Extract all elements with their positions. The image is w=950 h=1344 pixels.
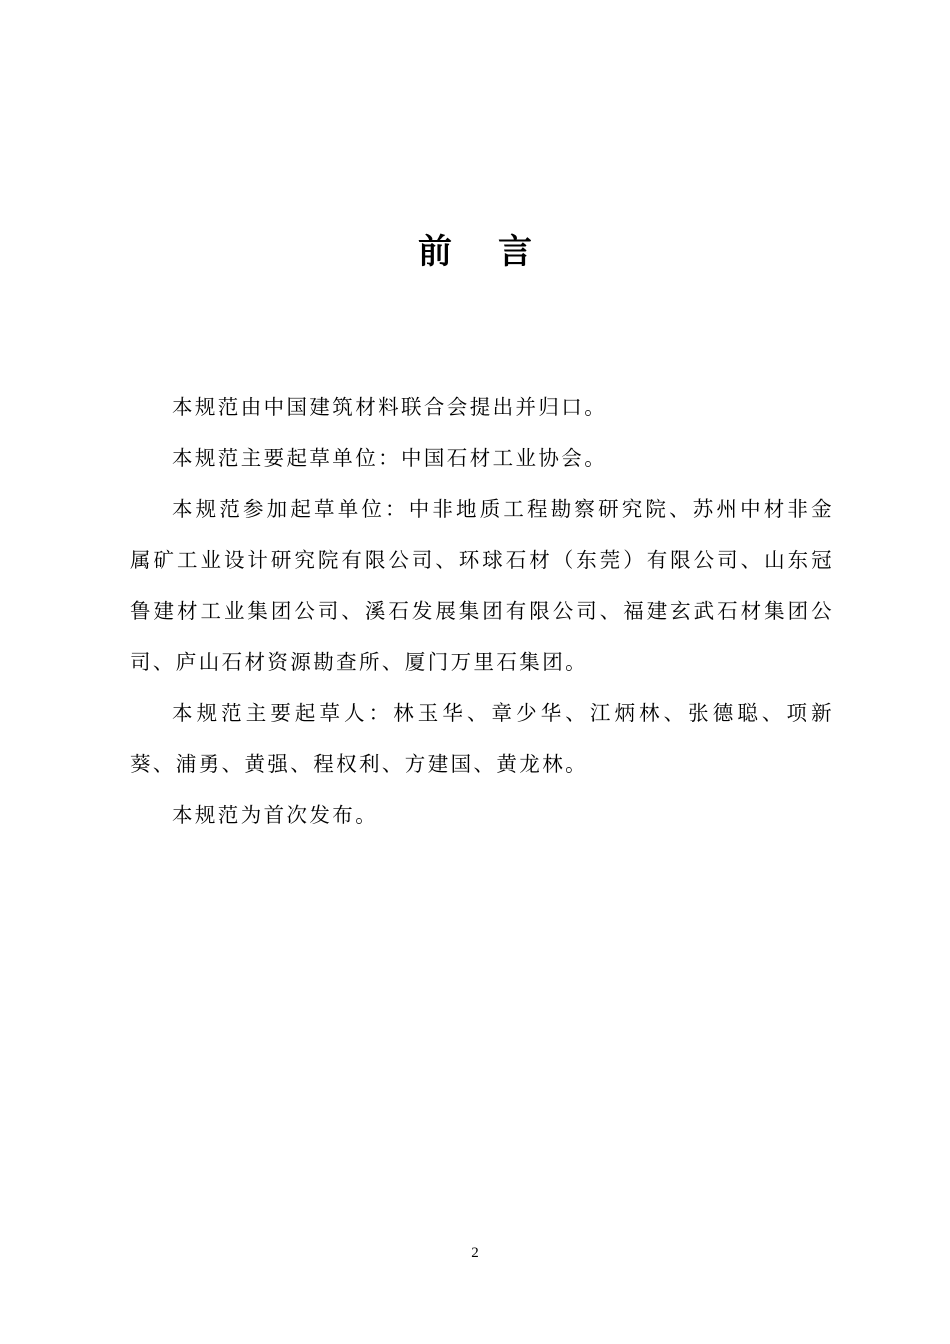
preface-body — [130, 382, 834, 841]
page-title-char-2: 言 — [498, 232, 532, 272]
paragraph-main-drafting-unit: 本规范主要起草单位：中国石材工业协会。 — [172, 446, 608, 470]
paragraph-main-drafters: 本规范主要起草人：林玉华、章少华、江炳林、张德聪、项新葵、浦勇、黄强、程权利、方建国、黄龙林。 — [130, 701, 834, 776]
page-title-char-1: 前 — [418, 232, 452, 272]
page-title — [0, 228, 950, 276]
paragraph-proposer: 本规范由中国建筑材料联合会提出并归口。 — [172, 395, 608, 419]
paragraph-participating-units: 本规范参加起草单位：中非地质工程勘察研究院、苏州中材非金属矿工业设计研究院有限公司、环球石材（东莞）有限公司、山东冠鲁建材工业集团公司、溪石发展集团有限公司、福建玄武石材集团公司、庐山石材资源勘查所、厦门万里石集团。 — [130, 497, 834, 674]
paragraph-first-release: 本规范为首次发布。 — [172, 803, 379, 827]
page-number: 2 — [471, 1245, 479, 1261]
